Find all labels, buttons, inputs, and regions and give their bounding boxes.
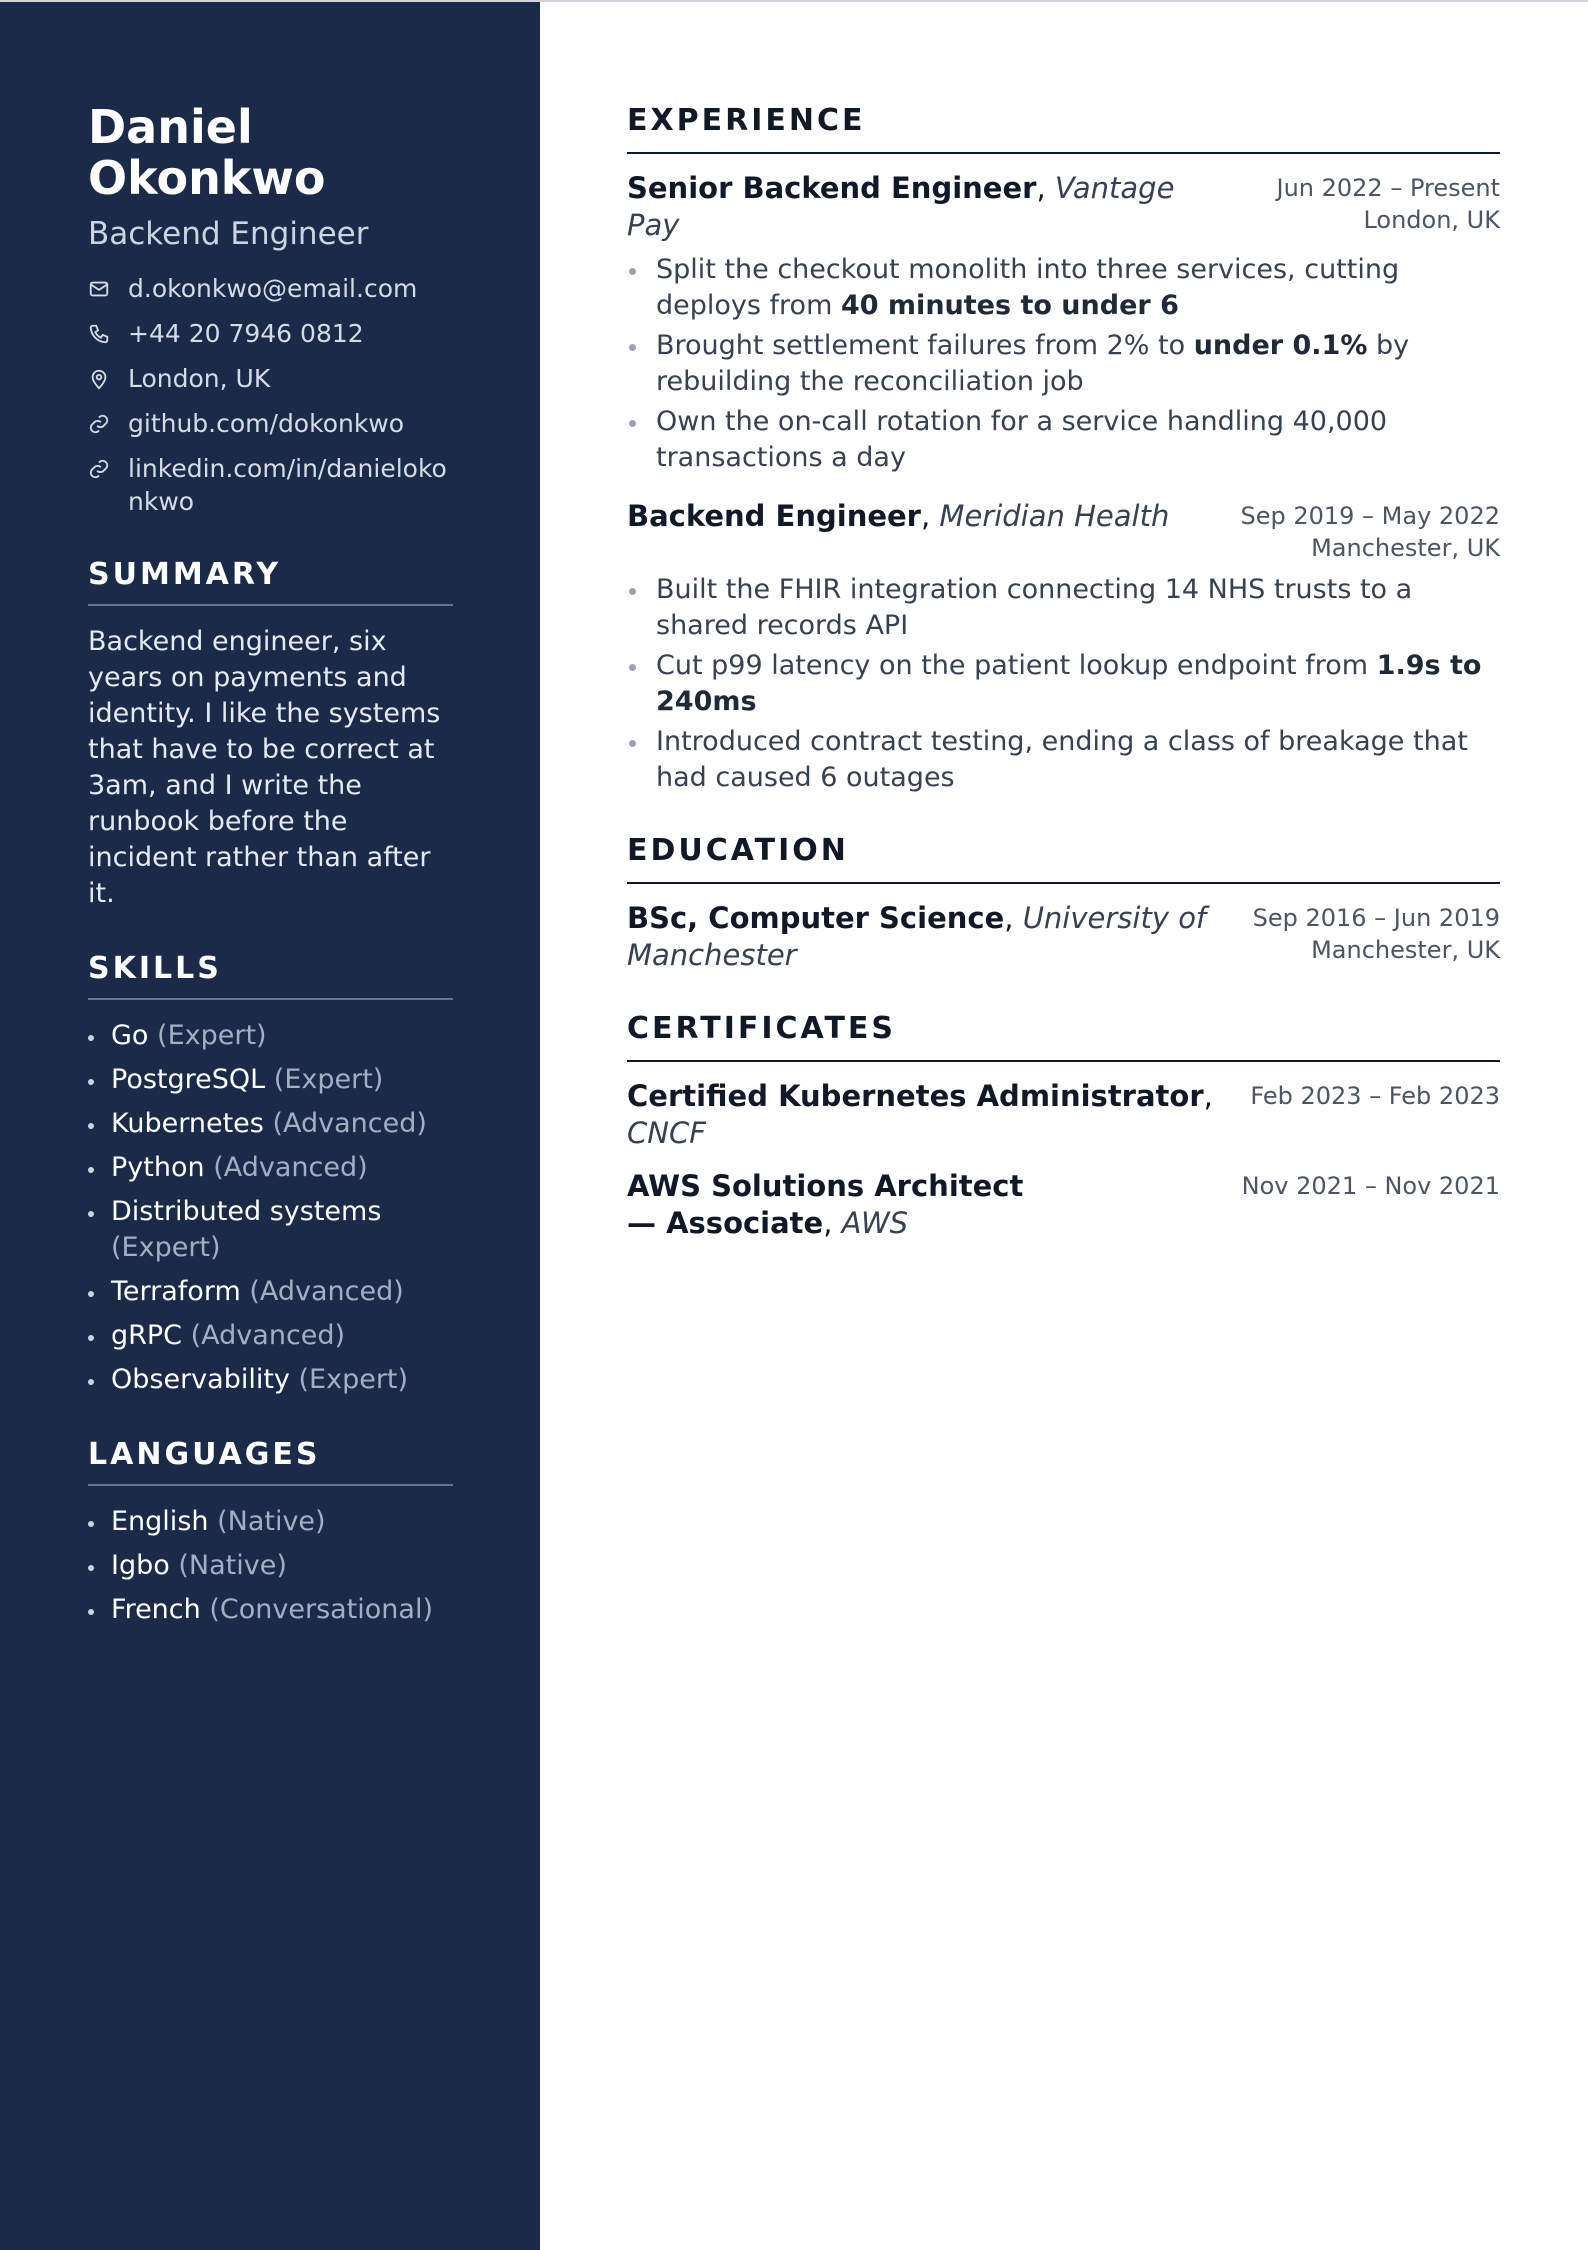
candidate-headline: Backend Engineer: [88, 216, 369, 252]
link-icon: [88, 458, 110, 480]
bullet-dot: [88, 1211, 94, 1217]
languages-heading: LANGUAGES: [88, 1438, 453, 1486]
mail-icon: [88, 278, 110, 300]
bullet-dot: [88, 1609, 94, 1615]
job-header: [627, 498, 1500, 564]
bullet-text: Introduced contract testing, ending a class of breakage that had caused 6 outages: [656, 726, 1468, 793]
job-location: London, UK: [1363, 206, 1500, 234]
sidebar: [0, 2, 540, 2250]
bullet-dot: [629, 588, 636, 595]
language-level: (Native): [178, 1550, 287, 1581]
name-first: Daniel: [88, 100, 253, 154]
certificate-issuer: CNCF: [627, 1116, 706, 1150]
contact-github-text: github.com/dokonkwo: [128, 409, 405, 438]
education-section: [627, 834, 1500, 974]
skill-name: PostgreSQL: [111, 1064, 266, 1095]
certificate-issuer: AWS: [841, 1206, 909, 1240]
education-title-line: BSc, Computer Science, University of Manchester: [627, 901, 1207, 972]
experience-heading: EXPERIENCE: [627, 104, 1500, 154]
skill-name: Terraform: [111, 1276, 241, 1307]
job-meta: [1276, 172, 1500, 236]
skills-list: [88, 1018, 453, 1398]
language-name: Igbo: [111, 1550, 170, 1581]
certificates-section: [627, 1012, 1500, 1242]
bullet-dot: [88, 1335, 94, 1341]
job-title-line: Senior Backend Engineer, Vantage Pay: [627, 171, 1175, 242]
education-school: University of Manchester: [627, 901, 1207, 972]
contact-phone[interactable]: [88, 317, 453, 350]
languages-list: [88, 1504, 453, 1628]
job-bullet: [627, 404, 1500, 476]
bullet-dot: [88, 1565, 94, 1571]
main-content: [627, 104, 1500, 1280]
bullet-text: Brought settlement failures from 2% to: [656, 330, 1194, 361]
language-level: (Native): [217, 1506, 326, 1537]
skill-level: (Expert): [157, 1020, 267, 1051]
skill-level: (Advanced): [190, 1320, 346, 1351]
job-company: Vantage Pay: [627, 171, 1175, 242]
contact-github[interactable]: [88, 407, 453, 440]
certificate-dates: Nov 2021 – Nov 2021: [1241, 1172, 1500, 1200]
skill-item: [88, 1274, 453, 1310]
job-header: [627, 170, 1500, 244]
certificate-name: Certified Kubernetes Administrator: [627, 1079, 1204, 1113]
language-item: [88, 1504, 453, 1540]
bullet-dot: [88, 1035, 94, 1041]
phone-icon: [88, 323, 110, 345]
summary-heading: SUMMARY: [88, 558, 453, 606]
skill-level: (Advanced): [213, 1152, 368, 1183]
bullet-dot: [88, 1079, 94, 1085]
bullet-dot: [629, 268, 636, 275]
skill-level: (Advanced): [249, 1276, 404, 1307]
skill-level: (Expert): [273, 1064, 384, 1095]
job-entry: [627, 170, 1500, 476]
link-icon: [88, 413, 110, 435]
skill-level: (Expert): [111, 1232, 221, 1263]
bullet-dot: [629, 344, 636, 351]
experience-section: [627, 104, 1500, 796]
contact-location-text: London, UK: [128, 364, 271, 393]
skill-name: Distributed systems: [111, 1196, 382, 1227]
job-title: Backend Engineer: [627, 499, 921, 533]
job-meta: [1240, 500, 1500, 564]
contact-phone-text: +44 20 7946 0812: [128, 319, 364, 348]
contact-linkedin-text: linkedin.com/in/danielokonkwo: [128, 454, 447, 516]
job-dates: Sep 2019 – May 2022: [1240, 502, 1500, 530]
job-title: Senior Backend Engineer: [627, 171, 1037, 205]
contact-linkedin[interactable]: [88, 452, 453, 518]
education-heading: EDUCATION: [627, 834, 1500, 884]
summary-text: Backend engineer, six years on payments and identity. I like the systems that have to be correct at 3am, and I write the runbook before the incident rather than after it.: [88, 626, 441, 909]
contact-email[interactable]: [88, 272, 453, 305]
bullet-dot: [629, 420, 636, 427]
job-bullet: [627, 724, 1500, 796]
job-bullet: [627, 328, 1500, 400]
language-name: English: [111, 1506, 209, 1537]
job-company: Meridian Health: [939, 499, 1170, 533]
skill-item: [88, 1062, 453, 1098]
skill-name: gRPC: [111, 1320, 183, 1351]
bullet-text: Own the on-call rotation for a service handling 40,000 transactions a day: [656, 406, 1388, 473]
bullet-dot: [88, 1291, 94, 1297]
certificate-entry: [627, 1168, 1500, 1242]
skill-item: [88, 1018, 453, 1054]
education-entry: [627, 900, 1500, 974]
bullet-highlight: 1.9s to 240ms: [656, 650, 1482, 717]
bullet-text: Cut p99 latency on the patient lookup endpoint from: [656, 650, 1377, 681]
job-title-line: Backend Engineer, Meridian Health: [627, 499, 1170, 533]
certificate-entry: [627, 1078, 1500, 1152]
job-bullets: [627, 252, 1500, 476]
contact-email-text: d.okonkwo@email.com: [128, 274, 418, 303]
bullet-dot: [88, 1167, 94, 1173]
contact-list: [88, 272, 453, 518]
job-bullet: [627, 648, 1500, 720]
skill-level: (Expert): [298, 1364, 409, 1395]
job-bullet: [627, 252, 1500, 324]
job-location: Manchester, UK: [1311, 534, 1500, 562]
bullet-text: Split the checkout monolith into three services, cutting deploys from: [656, 254, 1400, 321]
skill-item: [88, 1106, 453, 1142]
skill-level: (Advanced): [272, 1108, 427, 1139]
contact-location: [88, 362, 453, 395]
skills-heading: SKILLS: [88, 952, 453, 1000]
location-pin-icon: [88, 368, 110, 390]
skill-name: Go: [111, 1020, 149, 1051]
job-bullets: [627, 572, 1500, 796]
skill-name: Observability: [111, 1364, 290, 1395]
skill-name: Kubernetes: [111, 1108, 264, 1139]
certificate-title-line: AWS Solutions Architect — Associate, AWS: [627, 1169, 1024, 1240]
skill-item: [88, 1318, 453, 1354]
certificate-name: AWS Solutions Architect — Associate: [627, 1169, 1024, 1240]
job-dates: Jun 2022 – Present: [1276, 174, 1500, 202]
language-name: French: [111, 1594, 201, 1625]
skill-item: [88, 1194, 453, 1266]
bullet-dot: [629, 740, 636, 747]
sidebar-content: [88, 102, 453, 1636]
name-last: Okonkwo: [88, 151, 326, 205]
language-item: [88, 1592, 453, 1628]
certificate-dates: Feb 2023 – Feb 2023: [1250, 1082, 1500, 1110]
bullet-text: Built the FHIR integration connecting 14 NHS trusts to a shared records API: [656, 574, 1413, 641]
education-location: Manchester, UK: [1311, 936, 1500, 964]
education-degree: BSc, Computer Science: [627, 901, 1005, 935]
bullet-dot: [88, 1123, 94, 1129]
language-item: [88, 1548, 453, 1584]
certificate-title-line: Certified Kubernetes Administrator, CNCF: [627, 1079, 1213, 1150]
bullet-highlight: under 0.1%: [1193, 330, 1368, 361]
bullet-dot: [629, 664, 636, 671]
bullet-dot: [88, 1521, 94, 1527]
job-entry: [627, 498, 1500, 796]
skill-item: [88, 1150, 453, 1186]
bullet-dot: [88, 1379, 94, 1385]
language-level: (Conversational): [209, 1594, 433, 1625]
education-dates: Sep 2016 – Jun 2019: [1252, 904, 1500, 932]
bullet-text: by rebuilding the reconciliation job: [656, 330, 1410, 397]
education-meta: [1253, 902, 1500, 966]
certificates-heading: CERTIFICATES: [627, 1012, 1500, 1062]
bullet-highlight: 40 minutes to under 6: [840, 290, 1179, 321]
skill-item: [88, 1362, 453, 1398]
job-bullet: [627, 572, 1500, 644]
skill-name: Python: [111, 1152, 205, 1183]
candidate-name: [88, 102, 453, 204]
